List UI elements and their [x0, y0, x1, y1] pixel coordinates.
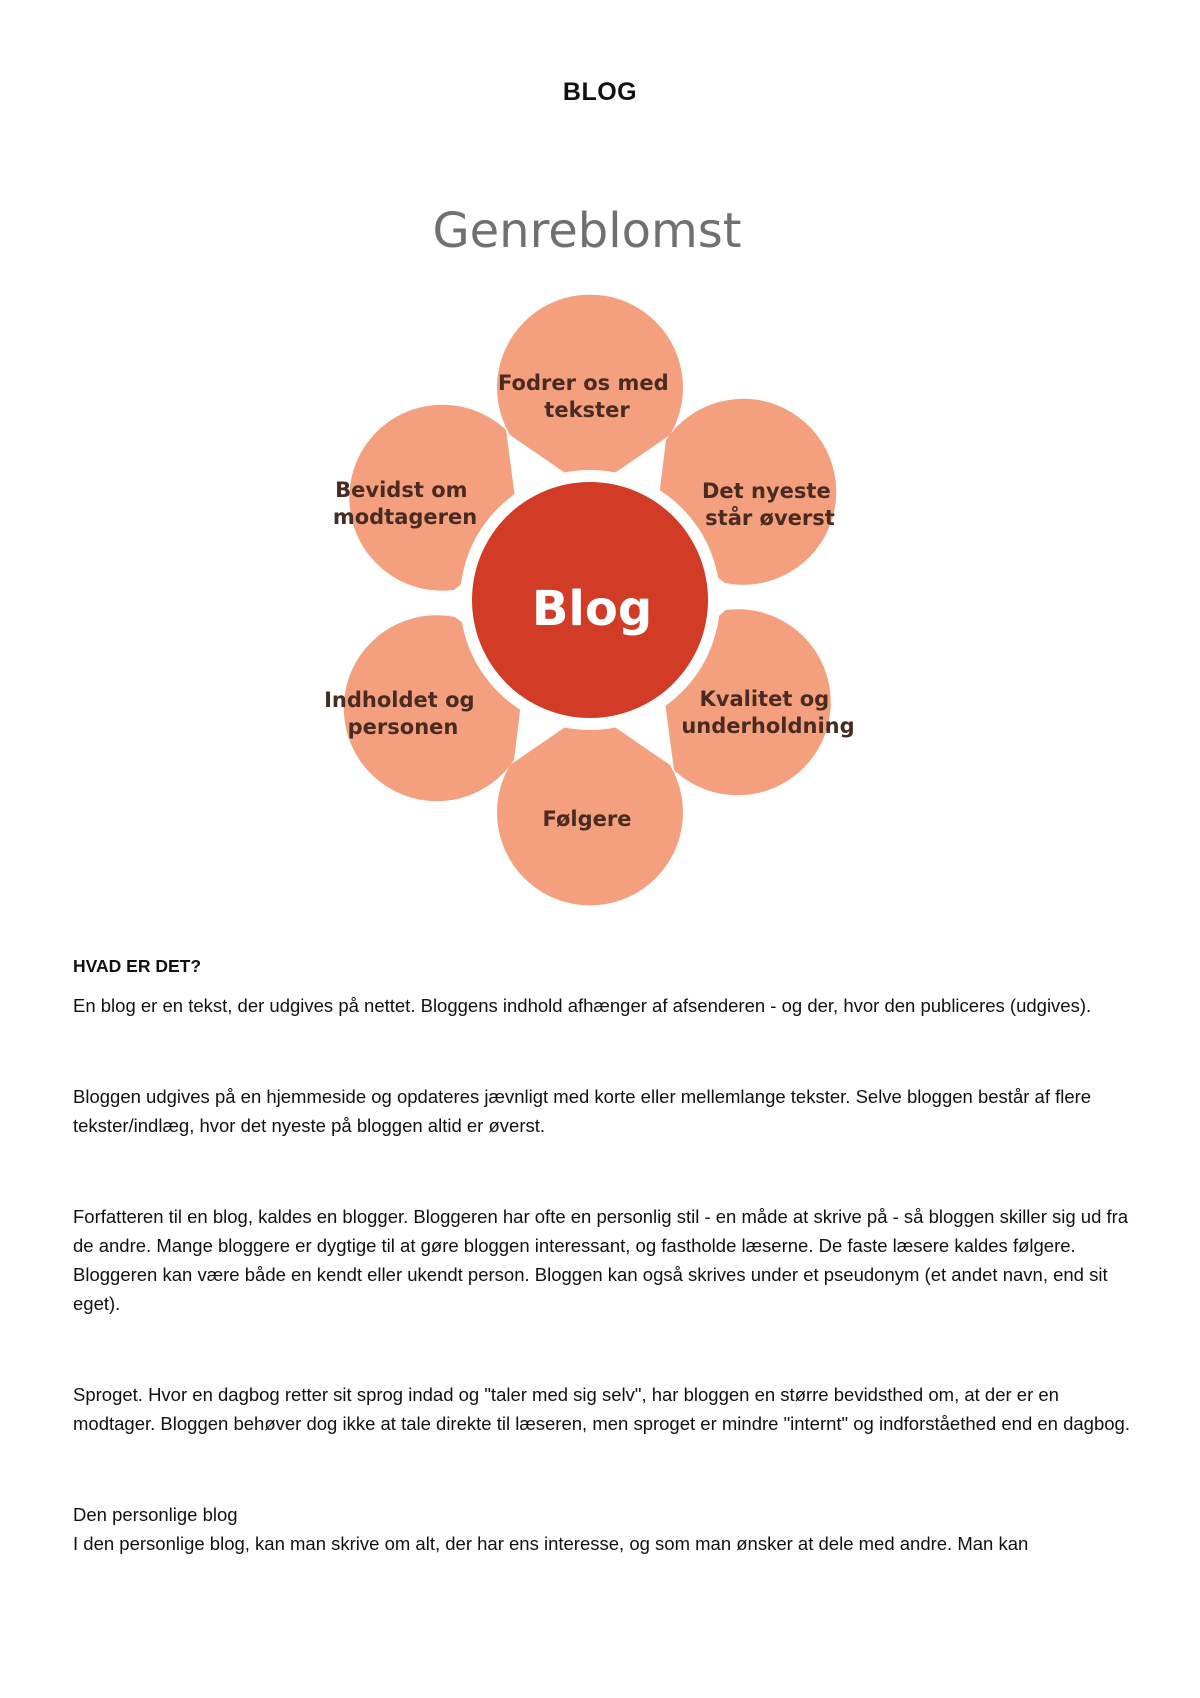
diagram-title: Genreblomst	[432, 203, 742, 259]
paragraph-language: Sproget. Hvor en dagbog retter sit sprog indad og "taler med sig selv", har bloggen en større bevidsthed om, at der er en modtager. Bloggen behøver dog ikke at tale direkte til læseren, men sproget er mindre "internt" og indforståethed end en dagbog.	[73, 1384, 1130, 1434]
petal-label-line1: Det nyeste	[702, 479, 831, 503]
subheading-personal-blog: Den personlige blog	[73, 1504, 238, 1525]
paragraph-personal-blog: I den personlige blog, kan man skrive om alt, der har ens interesse, og som man ønsker at dele med andre. Man kan	[73, 1533, 1029, 1554]
petal-label-line2: står øverst	[705, 506, 835, 530]
petal-label-line1: Fodrer os med	[498, 371, 669, 395]
petal-label-line1: Kvalitet og	[699, 687, 830, 711]
section-heading: HVAD ER DET?	[73, 956, 202, 976]
paragraph-publishing: Bloggen udgives på en hjemmeside og opdateres jævnligt med korte eller mellemlange tekster. Selve bloggen består af flere tekster/indlæg, hvor det nyeste på bloggen altid er øverst.	[73, 1086, 1092, 1136]
paragraph-intro: En blog er en tekst, der udgives på nettet. Bloggens indhold afhænger af afsenderen - og der, hvor den publiceres (udgives).	[73, 995, 1092, 1016]
document-body	[73, 952, 1133, 1558]
petal-label-line1: Følgere	[542, 807, 632, 831]
petal-label-line2: tekster	[544, 398, 630, 422]
paragraph-blogger: Forfatteren til en blog, kaldes en blogger. Bloggeren har ofte en personlig stil - en måde at skrive på - så bloggen skiller sig ud fra de andre. Mange bloggere er dygtige til at gøre bloggen interessant, og fastholde læserne. De faste læsere kaldes følgere. Bloggeren kan være både en kendt eller ukendt person. Bloggen kan også skrives under et pseudonym (et andet navn, end sit eget).	[73, 1206, 1129, 1314]
petal-fodrer	[497, 295, 683, 490]
petal-folgere	[497, 710, 683, 905]
center-label: Blog	[531, 581, 653, 637]
petal-label-line2: underholdning	[681, 714, 855, 738]
petal-label-line1: Bevidst om	[335, 478, 468, 502]
document-title: BLOG	[562, 78, 638, 106]
petal-label-line2: personen	[347, 715, 459, 739]
petal-label-line2: modtageren	[332, 505, 478, 529]
petal-label-line1: Indholdet og	[324, 688, 475, 712]
